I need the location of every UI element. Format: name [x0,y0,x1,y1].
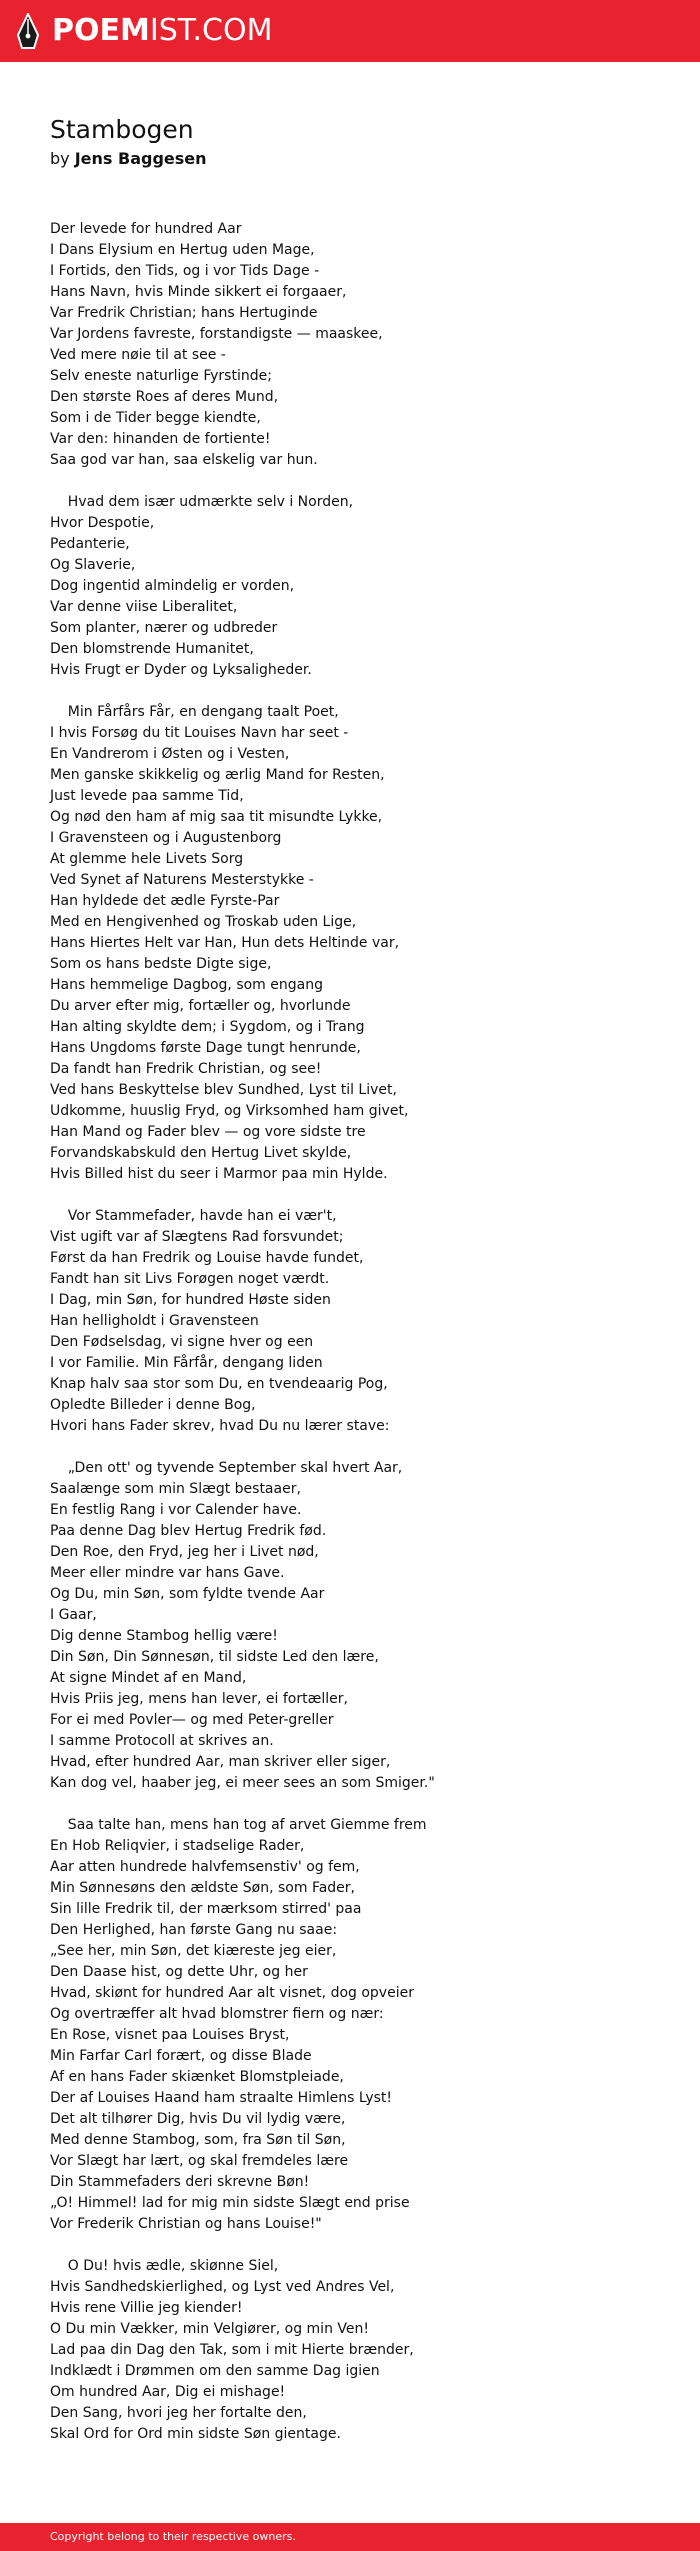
poem-line: Aar atten hundrede halvfemsenstiv' og fem, [50,1859,360,1875]
poem-line: O Du! hvis ædle, skiønne Siel, [50,2258,279,2274]
poem-line: Kan dog vel, haaber jeg, ei meer sees an som Smiger." [50,1775,435,1791]
poem-line: Da fandt han Fredrik Christian, og see! [50,1061,322,1077]
poem-line: Ved Synet af Naturens Mesterstykke - [50,872,314,888]
poem-line: Først da han Fredrik og Louise havde fundet, [50,1250,364,1266]
poem-line: Som i de Tider begge kiendte, [50,410,261,426]
poem-line: Han helligholdt i Gravensteen [50,1313,259,1329]
poem-line: I Fortids, den Tids, og i vor Tids Dage - [50,263,320,279]
poem-line: Og overtræffer alt hvad blomstrer fiern og nær: [50,2006,384,2022]
poem-line: Dog ingentid almindelig er vorden, [50,578,295,594]
site-logo[interactable] [16,13,272,49]
poem-body [50,219,660,2466]
poem-stanza [50,702,660,1185]
logo-wordmark [52,13,272,49]
poem-line: Hvis Sandhedskierlighed, og Lyst ved Andres Vel, [50,2279,395,2295]
poem-line: Saa god var han, saa elskelig var hun. [50,452,318,468]
poem-line: Og Slaverie, [50,557,136,573]
poem-line: Han Mand og Fader blev — og vore sidste tre [50,1124,366,1140]
poem-line: Selv eneste naturlige Fyrstinde; [50,368,272,384]
poem-line: Der af Louises Haand ham straalte Himlens Lyst! [50,2090,393,2106]
poem-line: Min Farfar Carl forært, og disse Blade [50,2048,312,2064]
poem-line: Den Roe, den Fryd, jeg her i Livet nød, [50,1544,319,1560]
poem-line: Var Fredrik Christian; hans Hertuginde [50,305,318,321]
poem-line: Han alting skyldte dem; i Sygdom, og i Trang [50,1019,365,1035]
poem-line: Vist ugift var af Slægtens Rad forsvundet; [50,1229,344,1245]
poem-line: Knap halv saa stor som Du, en tvendeaarig Pog, [50,1376,388,1392]
poem-line: Med en Hengivenhed og Troskab uden Lige, [50,914,357,930]
poem-line: I hvis Forsøg du tit Louises Navn har seet - [50,725,349,741]
poem-line: Med denne Stambog, som, fra Søn til Søn, [50,2132,346,2148]
poem-line: Den Fødselsdag, vi signe hver og een [50,1334,314,1350]
poem-line: Hvori hans Fader skrev, hvad Du nu lærer stave: [50,1418,390,1434]
poem-line: Min Fårfårs Får, en dengang taalt Poet, [50,704,339,720]
poem-stanza [50,1206,660,1437]
poem-line: O Du min Vækker, min Velgiører, og min Ven! [50,2321,369,2337]
poem-line: Min Sønnesøns den ældste Søn, som Fader, [50,1880,355,1896]
poem-line: Og Du, min Søn, som fyldte tvende Aar [50,1586,325,1602]
poem-line: Og nød den ham af mig saa tit misundte Lykke, [50,809,383,825]
poem-line: Saalænge som min Slægt bestaaer, [50,1481,301,1497]
poem-line: Opledte Billeder i denne Bog, [50,1397,256,1413]
site-footer [0,2523,700,2551]
poem-line: Dig denne Stambog hellig være! [50,1628,278,1644]
poem-line: I Gravensteen og i Augustenborg [50,830,282,846]
poem-line: Fandt han sit Livs Forøgen noget værdt. [50,1271,330,1287]
poem-line: Den Herlighed, han første Gang nu saae: [50,1922,338,1938]
poem-line: For ei med Povler— og med Peter-greller [50,1712,334,1728]
poem-line: Den største Roes af deres Mund, [50,389,279,405]
poem-line: Var denne viise Liberalitet, [50,599,238,615]
poem-line: Du arver efter mig, fortæller og, hvorlunde [50,998,351,1014]
poem-stanza [50,219,660,471]
poem-line: Just levede paa samme Tid, [50,788,244,804]
poem-line: Pedanterie, [50,536,130,552]
copyright-text: Copyright belong to their respective owners. [50,2530,296,2543]
poem-line: Sin lille Fredrik til, der mærksom stirred' paa [50,1901,362,1917]
poem-line: Forvandskabskuld den Hertug Livet skylde, [50,1145,352,1161]
poem-line: Var Jordens favreste, forstandigste — maaskee, [50,326,383,342]
poem-line: En Rose, visnet paa Louises Bryst, [50,2027,290,2043]
poem-line: At glemme hele Livets Sorg [50,851,244,867]
poem-stanza [50,2256,660,2445]
pen-nib-icon [16,13,40,49]
poem-line: I vor Familie. Min Fårfår, dengang liden [50,1355,323,1371]
poem-line: Som os hans bedste Digte sige, [50,956,272,972]
poem-line: Hvad dem især udmærkte selv i Norden, [50,494,354,510]
poem-line: I Dans Elysium en Hertug uden Mage, [50,242,315,258]
poem-stanza [50,492,660,681]
poem-line: Hvis Billed hist du seer i Marmor paa min Hylde. [50,1166,388,1182]
poem-line: Den blomstrende Humanitet, [50,641,254,657]
poem-title: Stambogen [50,115,194,144]
poem-line: Var den: hinanden de fortiente! [50,431,271,447]
poem-line: Men ganske skikkelig og ærlig Mand for Resten, [50,767,385,783]
poem-line: Lad paa din Dag den Tak, som i mit Hierte brænder, [50,2342,414,2358]
poem-line: Der levede for hundred Aar [50,221,242,237]
poem-line: Hans Ungdoms første Dage tungt henrunde, [50,1040,361,1056]
poem-line: Paa denne Dag blev Hertug Fredrik fød. [50,1523,327,1539]
poem-line: Din Søn, Din Sønnesøn, til sidste Led den lære, [50,1649,379,1665]
poem-line: Udkomme, huuslig Fryd, og Virksomhed ham givet, [50,1103,409,1119]
poem-line: I Gaar, [50,1607,97,1623]
poem-line: Din Stammefaders deri skrevne Bøn! [50,2174,310,2190]
poem-line: Hans Hiertes Helt var Han, Hun dets Heltinde var, [50,935,400,951]
poem-line: Hvad, skiønt for hundred Aar alt visnet, dog opveier [50,1985,414,2001]
poem-line: En Hob Reliqvier, i stadselige Rader, [50,1838,305,1854]
poem-line: „Den ott' og tyvende September skal hvert Aar, [50,1460,403,1476]
poem-line: Ved mere nøie til at see - [50,347,226,363]
poem-line: I samme Protocoll at skrives an. [50,1733,274,1749]
poem-line: Om hundred Aar, Dig ei mishage! [50,2384,286,2400]
poem-line: En festlig Rang i vor Calender have. [50,1502,302,1518]
poem-line: Hans hemmelige Dagbog, som engang [50,977,323,993]
poem-line: Skal Ord for Ord min sidste Søn gientage. [50,2426,341,2442]
logo-bold: POEM [52,13,150,48]
poem-line: Hvor Despotie, [50,515,155,531]
poem-line: Han hyldede det ædle Fyrste-Par [50,893,280,909]
poem-line: Vor Slægt har lært, og skal fremdeles lære [50,2153,349,2169]
poem-line: En Vandrerom i Østen og i Vesten, [50,746,290,762]
poem-stanza [50,1815,660,2235]
poem-line: Hvis Priis jeg, mens han lever, ei fortæller, [50,1691,348,1707]
poem-line: Som planter, nærer og udbreder [50,620,278,636]
byline [50,149,207,169]
poem-line: Indklædt i Drømmen om den samme Dag igien [50,2363,380,2379]
poem-line: Ved hans Beskyttelse blev Sundhed, Lyst til Livet, [50,1082,397,1098]
poem-line: I Dag, min Søn, for hundred Høste siden [50,1292,331,1308]
poem-line: Hans Navn, hvis Minde sikkert ei forgaaer, [50,284,347,300]
poem-line: Vor Stammefader, havde han ei vær't, [50,1208,337,1224]
author-name[interactable]: Jens Baggesen [74,149,207,168]
poem-line: Hvis rene Villie jeg kiender! [50,2300,243,2316]
poem-line: Af en hans Fader skiænket Blomstpleiade, [50,2069,344,2085]
poem-line: Meer eller mindre var hans Gave. [50,1565,285,1581]
poem-line: Det alt tilhører Dig, hvis Du vil lydig være, [50,2111,346,2127]
by-label: by [50,149,70,168]
poem-line: Vor Frederik Christian og hans Louise!" [50,2216,322,2232]
poem-line: Hvis Frugt er Dyder og Lyksaligheder. [50,662,312,678]
poem-line: Hvad, efter hundred Aar, man skriver eller siger, [50,1754,391,1770]
logo-light: IST.COM [149,13,273,48]
poem-stanza [50,1458,660,1794]
poem-line: „See her, min Søn, det kiæreste jeg eier, [50,1943,337,1959]
poem-line: At signe Mindet af en Mand, [50,1670,247,1686]
poem-line: Den Daase hist, og dette Uhr, og her [50,1964,308,1980]
poem-line: Den Sang, hvori jeg her fortalte den, [50,2405,307,2421]
poem-line: „O! Himmel! lad for mig min sidste Slægt end prise [50,2195,410,2211]
site-header [0,0,700,62]
poem-line: Saa talte han, mens han tog af arvet Giemme frem [50,1817,427,1833]
